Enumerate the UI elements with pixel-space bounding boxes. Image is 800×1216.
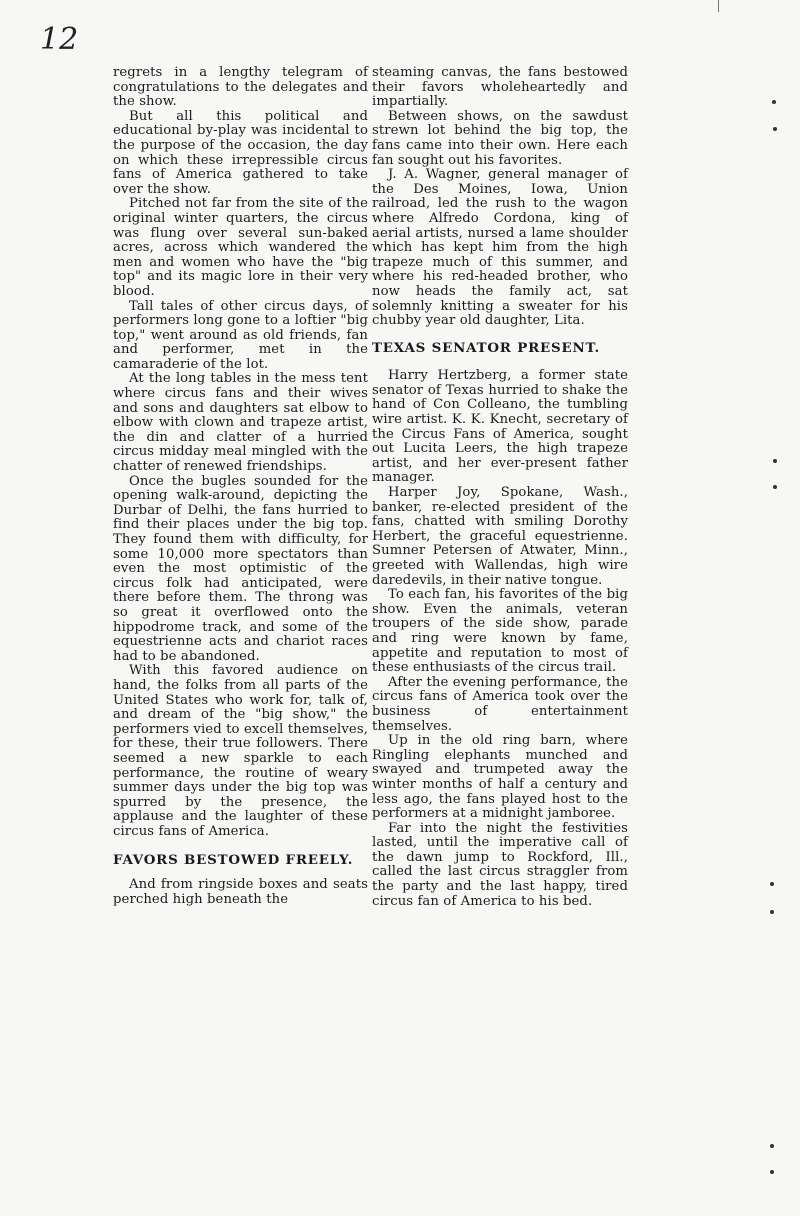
paragraph: And from ringside boxes and seats perched high beneath the <box>113 877 368 907</box>
paragraph: But all this political and educational by-play was incidental to the purpose of the occasion, the day on which these irrepressible circus fans of America gathered to take over the show. <box>113 108 368 197</box>
margin-dot <box>770 1170 774 1174</box>
paragraph: Far into the night the festivities lasted, until the imperative call of the dawn jump to Rockford, Ill., called the last circus straggler from the party and the last happy, tired circus fan of America to his bed. <box>372 820 628 909</box>
section-heading: TEXAS SENATOR PRESENT. <box>372 339 601 356</box>
paragraph: Tall tales of other circus days, of performers long gone to a loftier "big top," went around as old friends, fan and performer, met in the camaraderie of the lot. <box>113 298 368 372</box>
margin-dot <box>770 910 774 914</box>
margin-dot <box>773 485 777 489</box>
margin-dot <box>773 127 777 131</box>
paragraph: Between shows, on the sawdust strewn lot behind the big top, the fans came into their own. Here each fan sought out his favorites. <box>372 108 628 168</box>
paragraph: With this favored audience on hand, the folks from all parts of the United States who work for, talk of, and dream of the "big show," the performers vied to excell themselves, for these, their true followers. There seemed a new sparkle to each performance, the routine of weary summer days under the big top was spurred by the presence, the applause and the laughter of these circus fans of America. <box>113 663 368 839</box>
right-column <box>372 66 628 909</box>
margin-dot <box>773 459 777 463</box>
paragraph: At the long tables in the mess tent where circus fans and their wives and sons and daughters sat elbow to elbow with clown and trapeze artist, the din and clatter of a hurried circus midday meal mingled with the chatter of renewed friendships. <box>113 371 368 475</box>
paragraph: Harper Joy, Spokane, Wash., banker, re-elected president of the fans, chatted with smiling Dorothy Herbert, the graceful equestrienne. Sumner Petersen of Atwater, Minn., greeted with Wallendas, high wire daredevils, in their native tongue. <box>372 485 628 588</box>
paragraph: Once the bugles sounded for the opening walk-around, depicting the Durbar of Delhi, the fans hurried to find their places under the big top. They found them with difficulty, for some 10,000 more spectators than even the most optimistic of the circus folk had anticipated, were there before them. The throng was so great it overflowed onto the hippodrome track, and some of the equestrienne acts and chariot races had to be abandoned. <box>113 473 368 664</box>
section-heading: FAVORS BESTOWED FREELY. <box>113 852 354 869</box>
margin-dot <box>770 882 774 886</box>
paragraph: Up in the old ring barn, where Ringling elephants munched and swayed and trumpeted away the winter months of half a century and less ago, the fans played host to the performers at a midnight jamboree. <box>372 733 628 822</box>
left-column <box>113 66 368 907</box>
paragraph: To each fan, his favorites of the big show. Even the animals, veteran troupers of the side show, parade and ring were known by fame, appetite and reputation to most of these enthusiasts of the circus trail. <box>372 587 628 676</box>
page-number: 12 <box>40 22 79 57</box>
paragraph: steaming canvas, the fans bestowed their favors wholeheartedly and impartially. <box>372 65 628 110</box>
paragraph: regrets in a lengthy telegram of congratulations to the delegates and the show. <box>113 65 368 110</box>
paragraph: Pitched not far from the site of the original winter quarters, the circus was flung over several sun-baked acres, across which wandered the men and women who have the "big top" and its magic lore in their very blood. <box>113 196 368 299</box>
paragraph: After the evening performance, the circus fans of America took over the business of entertainment themselves. <box>372 674 628 734</box>
margin-rule <box>718 0 719 12</box>
margin-dot <box>770 1144 774 1148</box>
margin-dot <box>772 100 776 104</box>
paragraph: Harry Hertzberg, a former state senator of Texas hurried to shake the hand of Con Colleano, the tumbling wire artist. K. K. Knecht, secretary of the Circus Fans of America, sought out Lucita Leers, the high trapeze artist, and her ever-present father manager. <box>372 368 628 486</box>
paragraph: J. A. Wagner, general manager of the Des Moines, Iowa, Union railroad, led the rush to the wagon where Alfredo Cordona, king of aerial artists, nursed a lame shoulder which has kept him from the high trapeze much of this summer, and where his red-headed brother, who now heads the family act, sat solemnly knitting a sweater for his chubby year old daughter, Lita. <box>372 167 628 329</box>
